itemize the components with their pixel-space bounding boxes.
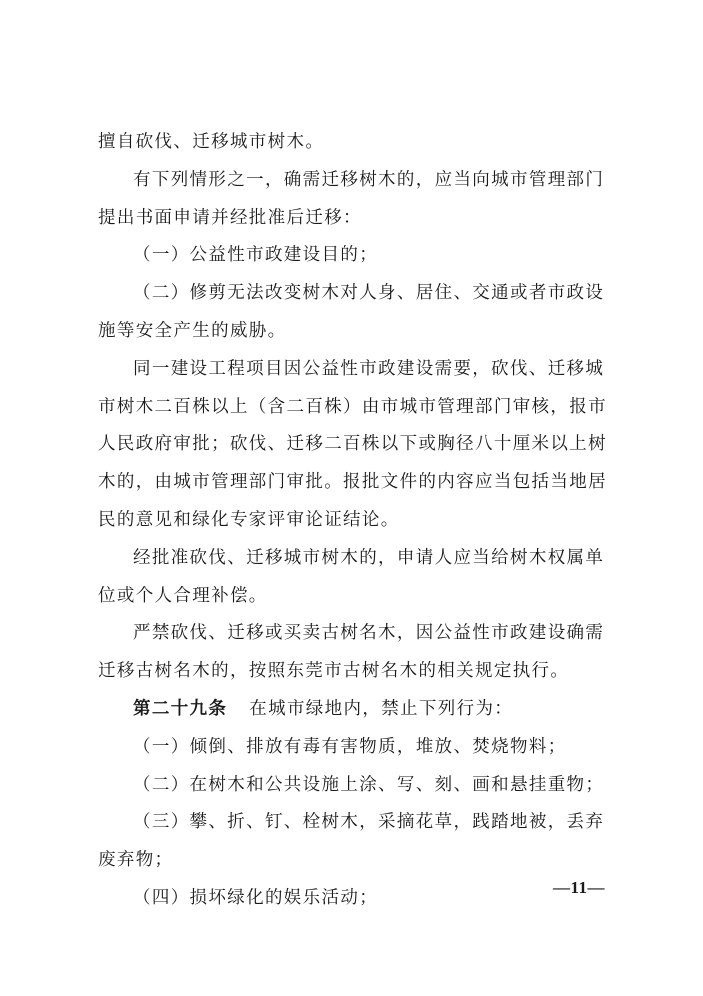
article-heading: 第二十九条	[133, 698, 228, 719]
text-line: 市树木二百株以上（含二百株）由市城市管理部门审核，报市	[98, 396, 607, 417]
text-line: 同一建设工程项目因公益性市政建设需要，砍伐、迁移城	[133, 358, 605, 379]
text-line: 提出书面申请并经批准后迁移：	[98, 207, 362, 228]
article-line	[98, 691, 608, 729]
page-number: —11—	[553, 878, 606, 897]
text-line: 民的意见和绿化专家评审论证结论。	[98, 509, 400, 530]
list-item: （四）损坏绿化的娱乐活动；	[133, 887, 379, 908]
text-line: 位或个人合理补偿。	[98, 585, 268, 606]
list-item-continuation: 废弃物；	[98, 850, 174, 871]
text-line: 经批准砍伐、迁移城市树木的，申请人应当给树木权属单	[133, 547, 605, 568]
text-line: 有下列情形之一，确需迁移树木的，应当向城市管理部门	[133, 169, 605, 190]
text-line: 擅自砍伐、迁移城市树木。	[98, 132, 325, 152]
article-text: 在城市绿地内，禁止下列行为：	[249, 698, 514, 719]
list-item: （三）攀、折、钉、栓树木，采摘花草，践踏地被，丢弃	[133, 812, 605, 833]
text-line: 施等安全产生的威胁。	[98, 320, 287, 341]
text-line: 木的，由城市管理部门审批。报批文件的内容应当包括当地居	[98, 472, 607, 493]
list-item: （一）倾倒、排放有毒有害物质，堆放、焚烧物料；	[133, 736, 567, 757]
list-item: （二）在树木和公共设施上涂、写、刻、画和悬挂重物；	[133, 774, 605, 795]
text-line: 人民政府审批；砍伐、迁移二百株以下或胸径八十厘米以上树	[98, 434, 607, 455]
text-line: 迁移古树名木的，按照东莞市古树名木的相关规定执行。	[98, 661, 570, 682]
document-body	[98, 124, 608, 918]
text-line: 严禁砍伐、迁移或买卖古树名木，因公益性市政建设确需	[133, 623, 605, 644]
text-line: （二）修剪无法改变树木对人身、居住、交通或者市政设	[133, 283, 605, 304]
text-line: （一）公益性市政建设目的；	[133, 245, 379, 266]
